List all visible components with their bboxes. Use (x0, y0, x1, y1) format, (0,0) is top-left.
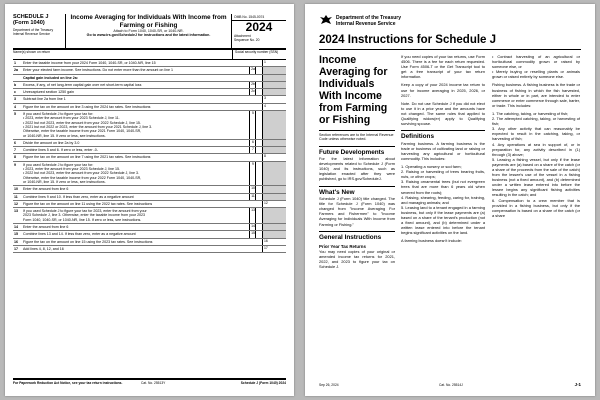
form-title: Income Averaging for Individuals With Income from Farming or Fishing (70, 14, 227, 29)
schedule-j-form-page (5, 4, 294, 396)
form-line (13, 82, 286, 89)
form-line (13, 75, 286, 82)
line-text: Excess, if any, of net long-term capital gain over net short-term capital loss (23, 82, 142, 87)
irs-header (319, 14, 581, 28)
line-number: 6 (14, 140, 16, 145)
line-text: Combine lines 9 and 10. If less than zero, enter as a negative amount (23, 194, 134, 199)
form-name: SCHEDULE J (Form 1040) (13, 14, 49, 26)
line-number: b (14, 82, 17, 87)
sub-line-label: 14 (249, 224, 256, 230)
sub-line-amount-field[interactable] (255, 89, 262, 95)
form-line (13, 67, 286, 74)
line-amount-field (262, 224, 286, 230)
line-amount-field (262, 208, 286, 223)
sub-line-amount-field[interactable] (255, 147, 262, 153)
sub-line-amount-field[interactable] (255, 231, 262, 237)
form-subtitle-2: Go to www.irs.gov/ScheduleJ for instructions and the latest information. (86, 33, 211, 38)
paragraph-keep-copy: Keep a copy of your 2024 income tax return to use for income averaging in 2025, 2026, or 2027. (401, 82, 485, 98)
instructions-title: 2024 Instructions for Schedule J (319, 34, 497, 46)
form-cat-no: Cat. No. 25513Y (141, 381, 166, 385)
name-field[interactable]: Name(s) shown on return (13, 50, 51, 54)
paragraph-fishing-business: Fishing business. A fishing business is the trade or business of fishing in which the fish harvested, either in whole or in part, are intended to enter commerce or enter commerce through sale, barter, or trade. This includes: (492, 82, 580, 108)
sub-line-amount-field[interactable] (255, 82, 262, 88)
sub-line-amount-field[interactable] (255, 67, 262, 73)
line-text: Combine lines 5 and 6. If zero or less, enter -0- (23, 148, 98, 153)
sub-line-amount-field[interactable] (255, 186, 262, 192)
line-amount-field (262, 194, 286, 200)
line-amount-field (262, 186, 286, 192)
form-header (13, 14, 286, 50)
line-number: 9 (14, 162, 16, 167)
line-amount-field[interactable]: 17 (262, 246, 286, 252)
line-amount-field (262, 147, 286, 153)
line-number: 15 (14, 232, 18, 237)
line-amount-field (262, 75, 286, 81)
instructions-column-1 (319, 54, 395, 273)
form-line (13, 246, 286, 253)
form-line (13, 208, 286, 224)
line-text: Figure the tax on the amount on line 3 using the 2024 tax rates. See instructions (23, 104, 151, 109)
form-line (13, 154, 286, 161)
name-ssn-bar (13, 50, 286, 60)
sub-line-amount-field[interactable] (255, 140, 262, 146)
attachment-sequence: Attachment Sequence No. 20 (234, 34, 260, 42)
sub-line-label: 7 (249, 147, 256, 153)
form-lines (13, 60, 286, 382)
line-number: 10 (14, 187, 18, 192)
line-number: 14 (14, 225, 18, 230)
form-line (13, 104, 286, 111)
line-amount-field (262, 82, 286, 88)
paragraph-not-include: A farming business doesn't include: (401, 238, 462, 244)
paragraph-copies: If you need copies of your tax returns, use Form 4506. There is a fee for each return requested. Use Form 4506-T or the Get Transcript tool to get a free transcript of your tax return information. (401, 54, 485, 80)
line-text: Combine lines 13 and 14. If less than zero, enter as a negative amount (23, 232, 136, 237)
form-subtitle-1: Attach to Form 1040, 1040-SR, or 1040-NR. (113, 29, 184, 33)
line-amount-field (262, 111, 286, 139)
omb-number: OMB No. 1545-0074 (232, 14, 286, 21)
form-line (13, 231, 286, 238)
line-amount-field[interactable]: 16 (262, 239, 286, 245)
sub-line-label: 2a (249, 67, 256, 73)
paragraph-prior-year: You may need copies of your original or amended income tax returns for 2021, 2022, and 2023 to figure your tax on Schedule J. (319, 249, 395, 270)
sub-line-label: 13 (249, 208, 256, 223)
title-rule (319, 49, 581, 50)
paragraph-note: Note. Do not use Schedule J if you did not elect to use it in a prior year and the amounts have not changed. The same rules that applied to Qualifying widow(er) apply to Qualifying surviving spouse. (401, 100, 485, 127)
line-number: 13 (14, 209, 18, 214)
paragraph-exclusions: • Contract harvesting of an agricultural or horticultural commodity grown or raised by someone else, or • Merely buying or reselling plants or animals grown or raised entirely by someone else. (492, 54, 580, 80)
line-text: Enter the amount from line 6 (23, 225, 69, 230)
line-text: Unrecaptured section 1250 gain (23, 90, 74, 95)
line-number: 3 (14, 97, 16, 102)
form-footer (13, 378, 286, 386)
sub-line-label: 10 (249, 186, 256, 192)
heading-general-instructions: General Instructions (319, 231, 395, 242)
sub-line-label: 11 (249, 194, 256, 200)
footer-cat-no: Cat. No. 25514J (439, 383, 463, 387)
form-line (13, 201, 286, 208)
sub-line-label: 15 (249, 231, 256, 237)
section-reference-note: Section references are to the Internal Revenue Code unless otherwise noted. (319, 133, 394, 142)
line-text: Figure the tax on the amount on line 15 using the 2023 tax rates. See instructions (23, 239, 153, 244)
form-line (13, 89, 286, 96)
form-line (13, 111, 286, 140)
sub-line-amount-field[interactable] (255, 194, 262, 200)
form-line (13, 60, 286, 67)
instructions-column-2 (401, 54, 485, 247)
line-text: Capital gain included on line 2a: (23, 75, 78, 80)
line-number: 8 (14, 155, 16, 160)
line-number: 7 (14, 148, 16, 153)
line-amount-field (262, 231, 286, 237)
line-text: If you used Schedule J to figure your tax for: • 2023, enter the amount from your 2023 Schedule J, line 15. • 2022 but not 2023, enter the amount from your 2022 Schedule J, line 3. Otherwise, enter the taxable income from your 2022 Form 1040, 1040-SR, or 1040-NR, line 15. If zero or less, see instructions. (23, 162, 142, 184)
paragraph-fishing-list: 1. The catching, taking, or harvesting of fish; 2. The attempted catching, taking, or harvesting of fish; 3. Any other activity that can reasonably be expected to result in the catching, taking, or harvesting of fish; 4. Any operations at sea in support of, or in preparation for, any activity described in (1) through (3) above; 5. Leasing a fishing vessel, but only if the lease payments are (a) based on a share of the catch (or a share of the proceeds from the sale of the catch) from the lessee's use of the vessel in a fishing business (not a fixed amount), and (b) determined under a written lease entered into before the lessee begins any significant fishing activities resulting in the catch; and 6. Compensation to a crew member that is provided in a fishing business, but only if the compensation is based on a share of the catch (or a share (492, 110, 580, 218)
heading-definitions: Definitions (401, 130, 485, 141)
paragraph-future: For the latest information about developments related to Schedule J (Form 1040) and its instructions, such as legislation enacted after they were published, go to IRS.gov/ScheduleJ. (319, 156, 395, 182)
footer-page-number: J-1 (574, 382, 581, 387)
line-amount-field (262, 67, 286, 73)
form-line (13, 140, 286, 147)
line-number: 17 (14, 246, 18, 251)
line-amount-field[interactable]: 3 (262, 96, 286, 102)
line-amount-field[interactable]: 8 (262, 154, 286, 160)
line-amount-field (262, 162, 286, 185)
form-line (13, 96, 286, 103)
form-footer-id: Schedule J (Form 1040) 2024 (240, 381, 286, 385)
line-text: Figure the tax on the amount on line 11 using the 2022 tax rates. See instructions (23, 201, 153, 206)
form-line (13, 162, 286, 186)
sub-line-amount-field[interactable] (255, 162, 262, 185)
line-number: 4 (14, 104, 16, 109)
line-number: c (14, 90, 16, 95)
irs-eagle-logo-icon (319, 14, 333, 27)
sub-line-amount-field[interactable] (255, 111, 262, 139)
line-text: Enter the amount from line 6 (23, 187, 69, 192)
line-text: Figure the tax on the amount on line 7 using the 2021 tax rates. See instructions (23, 155, 151, 160)
paperwork-notice: For Paperwork Reduction Act Notice, see your tax return instructions. (13, 381, 123, 385)
heading-future-developments: Future Developments (319, 146, 395, 157)
form-line (13, 239, 286, 246)
paragraph-whats-new: Schedule J (Form 1040) title changed. The title for Schedule J (Form 1040) was changed from "Income Averaging For Farmers and Fishermen" to "Income Averaging for Individuals With Income from Farming or Fishing." (319, 196, 395, 227)
instructions-footer (319, 380, 581, 387)
footer-date: Sep 26, 2024 (319, 383, 339, 387)
tax-year: 2024 (245, 20, 273, 34)
divider (319, 130, 395, 131)
heading-prior-year: Prior Year Tax Returns (319, 244, 366, 250)
line-text: Subtract line 2a from line 1 (23, 97, 66, 102)
sub-line-label: 2b (249, 82, 256, 88)
line-number: 5 (14, 112, 16, 117)
line-amount-field[interactable]: 1 (262, 60, 286, 66)
sub-line-label: 2c (249, 89, 256, 95)
form-title-block (67, 14, 230, 37)
line-text: If you used Schedule J to figure your tax for 2023, enter the amount from your 2023 Schedule J, line 3. Otherwise, enter the taxable income from your 2023 Form 1040, 1040-SR, or 1040-NR, line 15. If zero or less, see instructions. (23, 209, 147, 222)
line-amount-field[interactable]: 12 (262, 201, 286, 207)
form-year-block (231, 14, 286, 48)
form-id-block (13, 14, 66, 48)
line-number: 11 (14, 194, 18, 199)
line-text: Add lines 4, 8, 12, and 16 (23, 246, 64, 251)
instructions-column-3 (492, 54, 580, 221)
line-number: 1 (14, 61, 16, 65)
big-title: Income Averaging for Individuals With Income from Farming or Fishing (319, 54, 388, 126)
form-line (13, 186, 286, 193)
agency-name: Department of the Treasury Internal Revenue Service (13, 28, 54, 36)
sub-line-amount-field[interactable] (255, 208, 262, 223)
sub-line-label: 5 (249, 111, 256, 139)
instructions-page (305, 4, 595, 396)
form-line (13, 224, 286, 231)
line-number: 2a (14, 68, 18, 73)
line-amount-field[interactable]: 4 (262, 104, 286, 110)
line-text: If you used Schedule J to figure your tax for: • 2023, enter the amount from your 2023 Schedule J, line 11. • 2022 but not 2023, enter the amount from your 2022 Schedule J, line 15. • 2021 but not 2022 or 2023, enter the amount from your 2021 Schedule J, line 3. Otherwise, enter the taxable income from your 2021 Form 1040, 1040-SR, or 1040-NR, line 15. If zero or less, see instructions. (23, 112, 153, 138)
line-amount-field (262, 89, 286, 95)
heading-whats-new: What's New (319, 186, 395, 197)
form-line (13, 147, 286, 154)
paragraph-farming-business: Farming business. A farming business is the trade or business of cultivating land or raising or harvesting any agricultural or horticultural commodity. This includes: (401, 140, 485, 161)
sub-line-label: 9 (249, 162, 256, 185)
line-number: 12 (14, 201, 18, 206)
line-text: Enter your elected farm income. See instructions. Do not enter more than the amount on line 1 (23, 68, 174, 73)
line-text: Enter the taxable income from your 2024 Form 1040, 1040-SR, or 1040-NR, line 15 (23, 61, 156, 65)
department-name: Department of the Treasury Internal Revenue Service (336, 15, 402, 27)
sub-line-label: 6 (249, 140, 256, 146)
line-number: 16 (14, 239, 18, 244)
form-line (13, 194, 286, 201)
paragraph-farming-list: 1. Operating a nursery or sod farm; 2. Raising or harvesting of trees bearing fruits, nuts, or other crops; 3. Raising ornamental trees (but not evergreen trees that are more than 6 years old when severed from the roots); 4. Raising, shearing, feeding, caring for, training, and managing animals; and 5. Leasing land to a tenant engaged in a farming business, but only if the lease payments are (a) based on a share of the tenant's production (not a fixed amount), and (b) determined under a written lease entered into before the tenant begins significant activities on the land. (401, 164, 485, 236)
line-amount-field (262, 140, 286, 146)
line-text: Divide the amount on line 2a by 3.0 (23, 140, 80, 145)
ssn-field[interactable]: Social security number (SSN) (232, 50, 286, 59)
sub-line-amount-field[interactable] (255, 224, 262, 230)
